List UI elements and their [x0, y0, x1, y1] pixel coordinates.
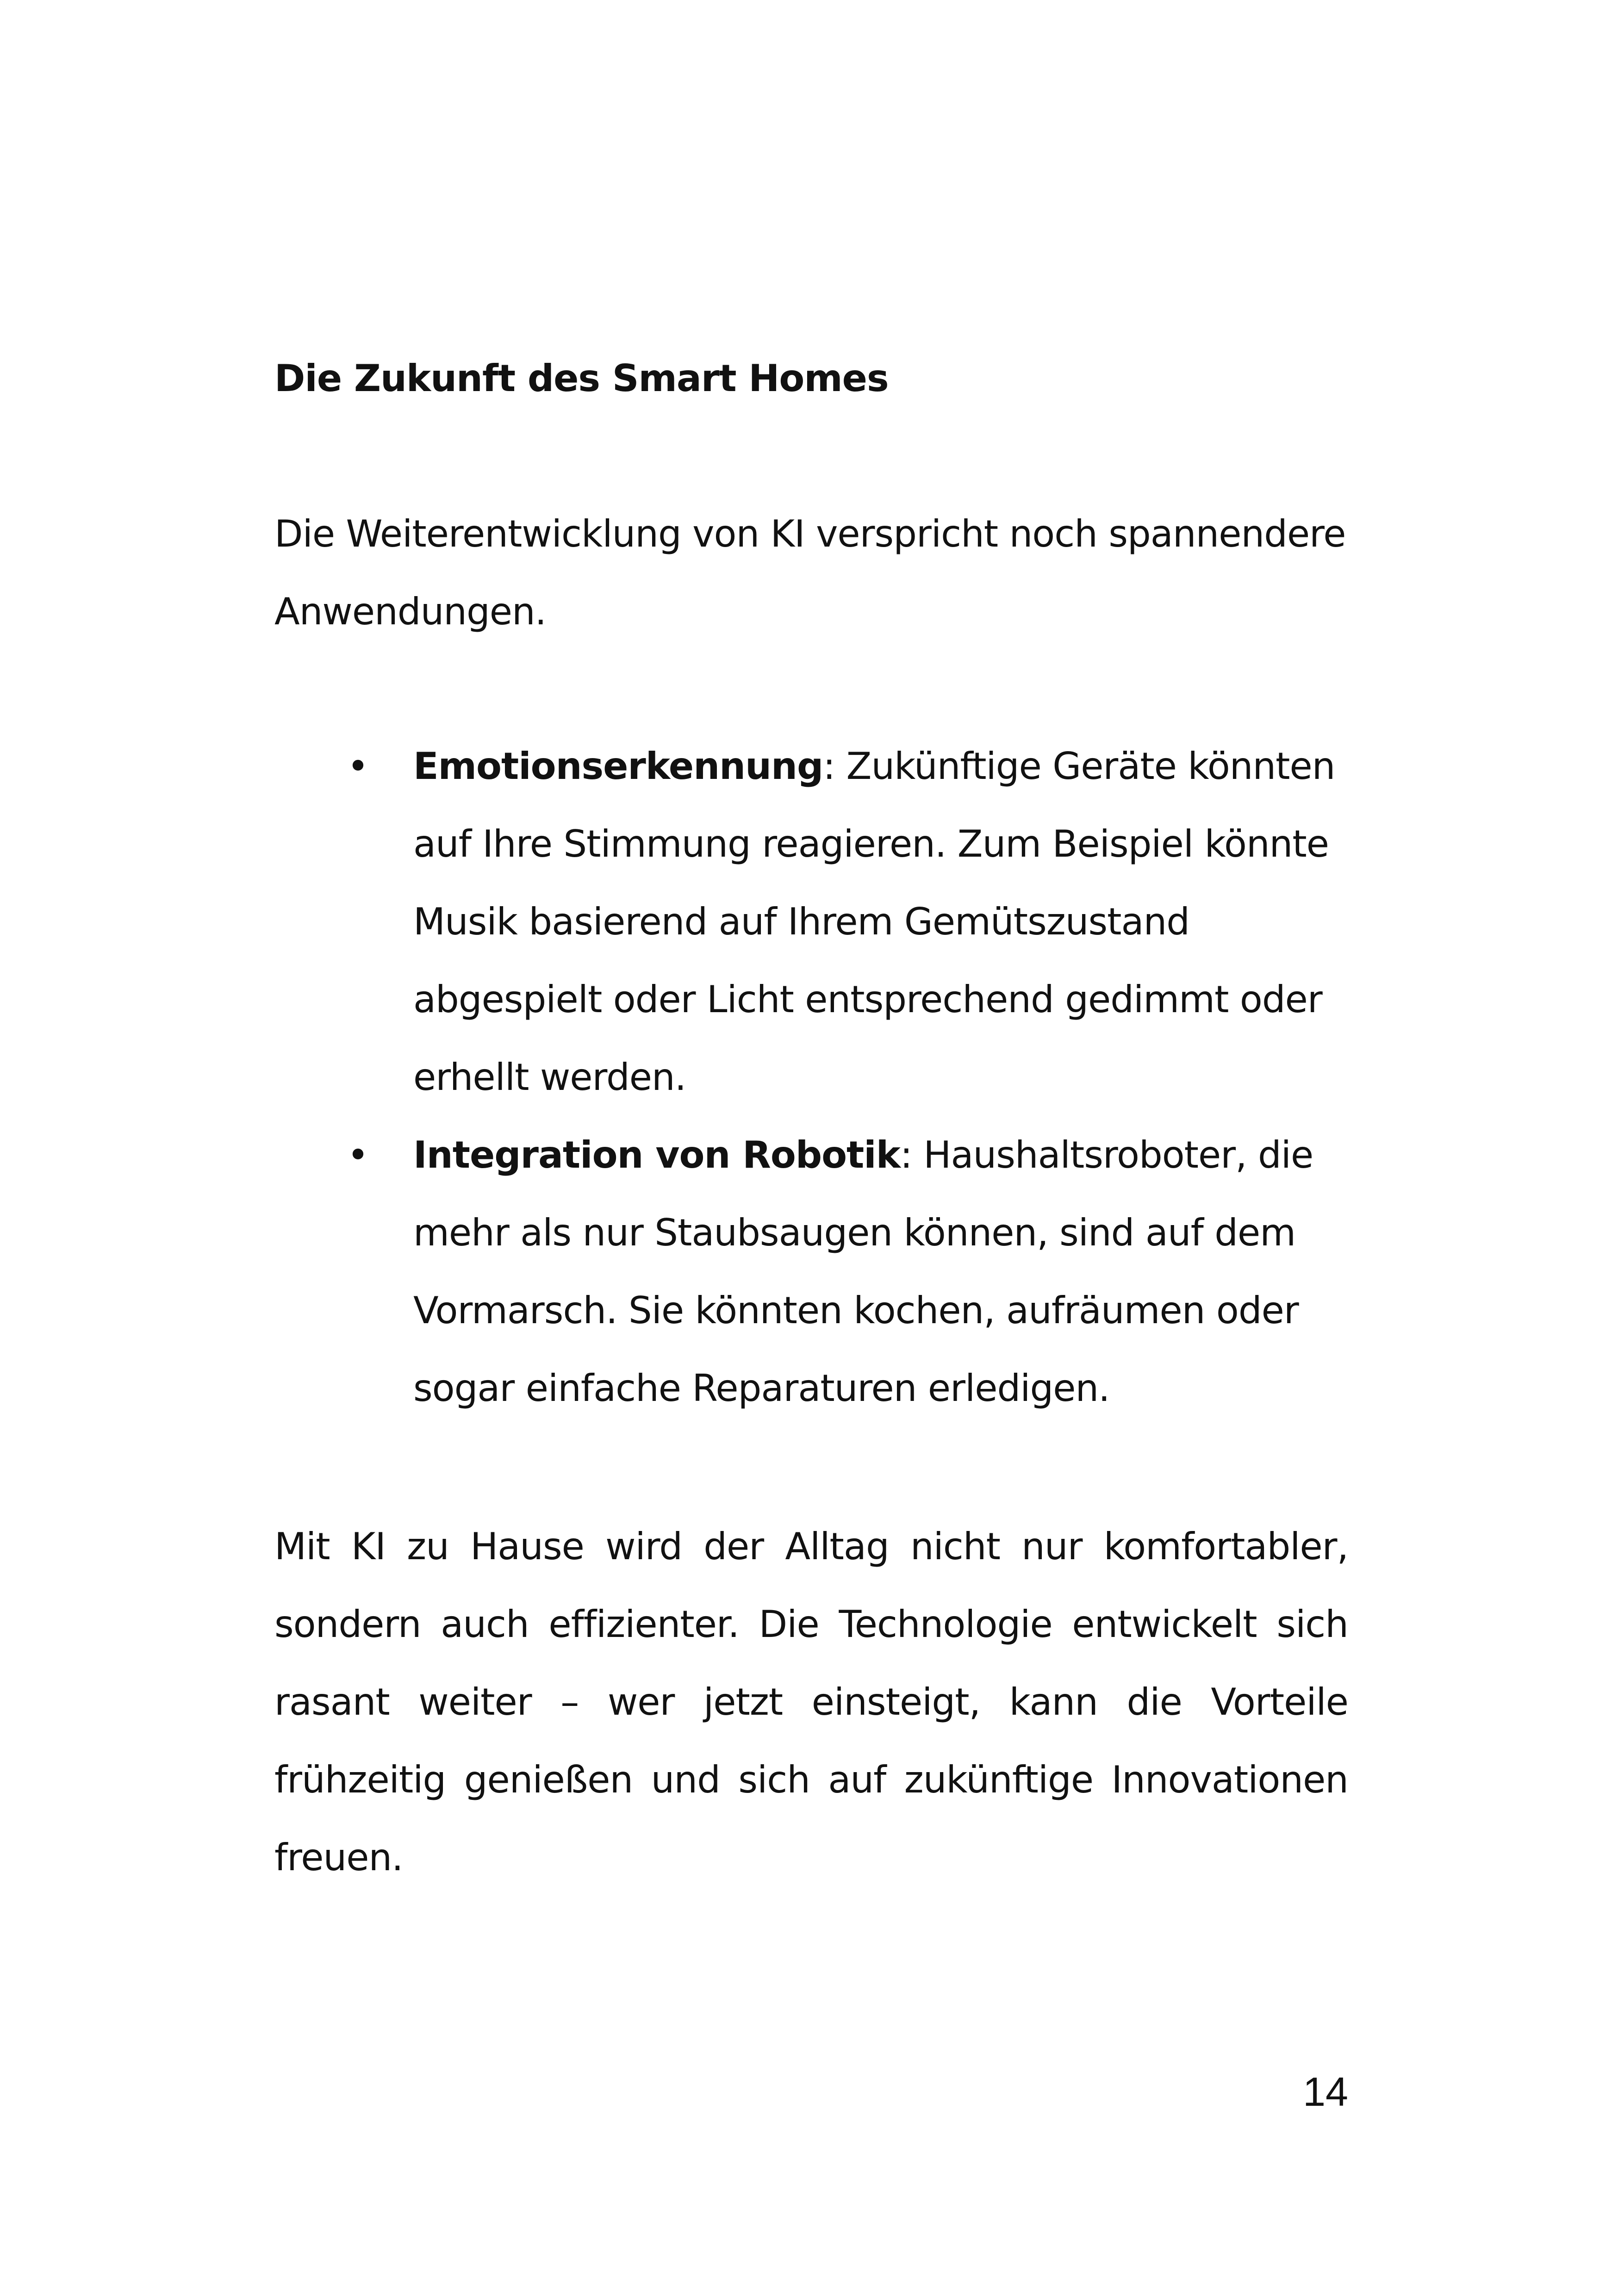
- closing-line: rasant weiter – wer jetzt einsteigt, kann die Vorteile: [274, 1680, 1348, 1724]
- section-heading: Die Zukunft des Smart Homes: [274, 357, 889, 400]
- page-number: 14: [1303, 2069, 1348, 2115]
- closing-line: sondern auch effizienter. Die Technologie entwickelt sich: [274, 1603, 1348, 1646]
- bullet-text: : Zukünftige Geräte könnten auf Ihre Stimmung reagieren. Zum Beispiel könnte Musik basierend auf Ihrem Gemütszustand abgespielt oder Licht entsprechend gedimmt oder erhellt werden.: [413, 745, 1335, 1099]
- closing-line: freuen.: [274, 1836, 403, 1879]
- list-item-emotion-recognition: [274, 728, 1348, 1116]
- bullet-list: [274, 728, 1348, 1427]
- intro-paragraph: Die Weiterentwicklung von KI verspricht noch spannendere Anwendungen.: [274, 512, 1346, 633]
- bullet-icon: •: [347, 745, 369, 788]
- bullet-text: : Haushaltsroboter, die mehr als nur Staubsaugen können, sind auf dem Vormarsch. Sie könnten kochen, aufräumen oder sogar einfache Reparaturen erledigen.: [413, 1133, 1313, 1410]
- closing-line: frühzeitig genießen und sich auf zukünftige Innovationen: [274, 1758, 1348, 1801]
- list-item-robotics-integration: [274, 1116, 1348, 1427]
- bullet-icon: •: [347, 1133, 369, 1176]
- bullet-term: Integration von Robotik: [413, 1133, 900, 1176]
- closing-paragraph: [274, 1508, 1348, 1897]
- bullet-term: Emotionserkennung: [413, 745, 823, 788]
- closing-line: Mit KI zu Hause wird der Alltag nicht nur komfortabler,: [274, 1525, 1348, 1568]
